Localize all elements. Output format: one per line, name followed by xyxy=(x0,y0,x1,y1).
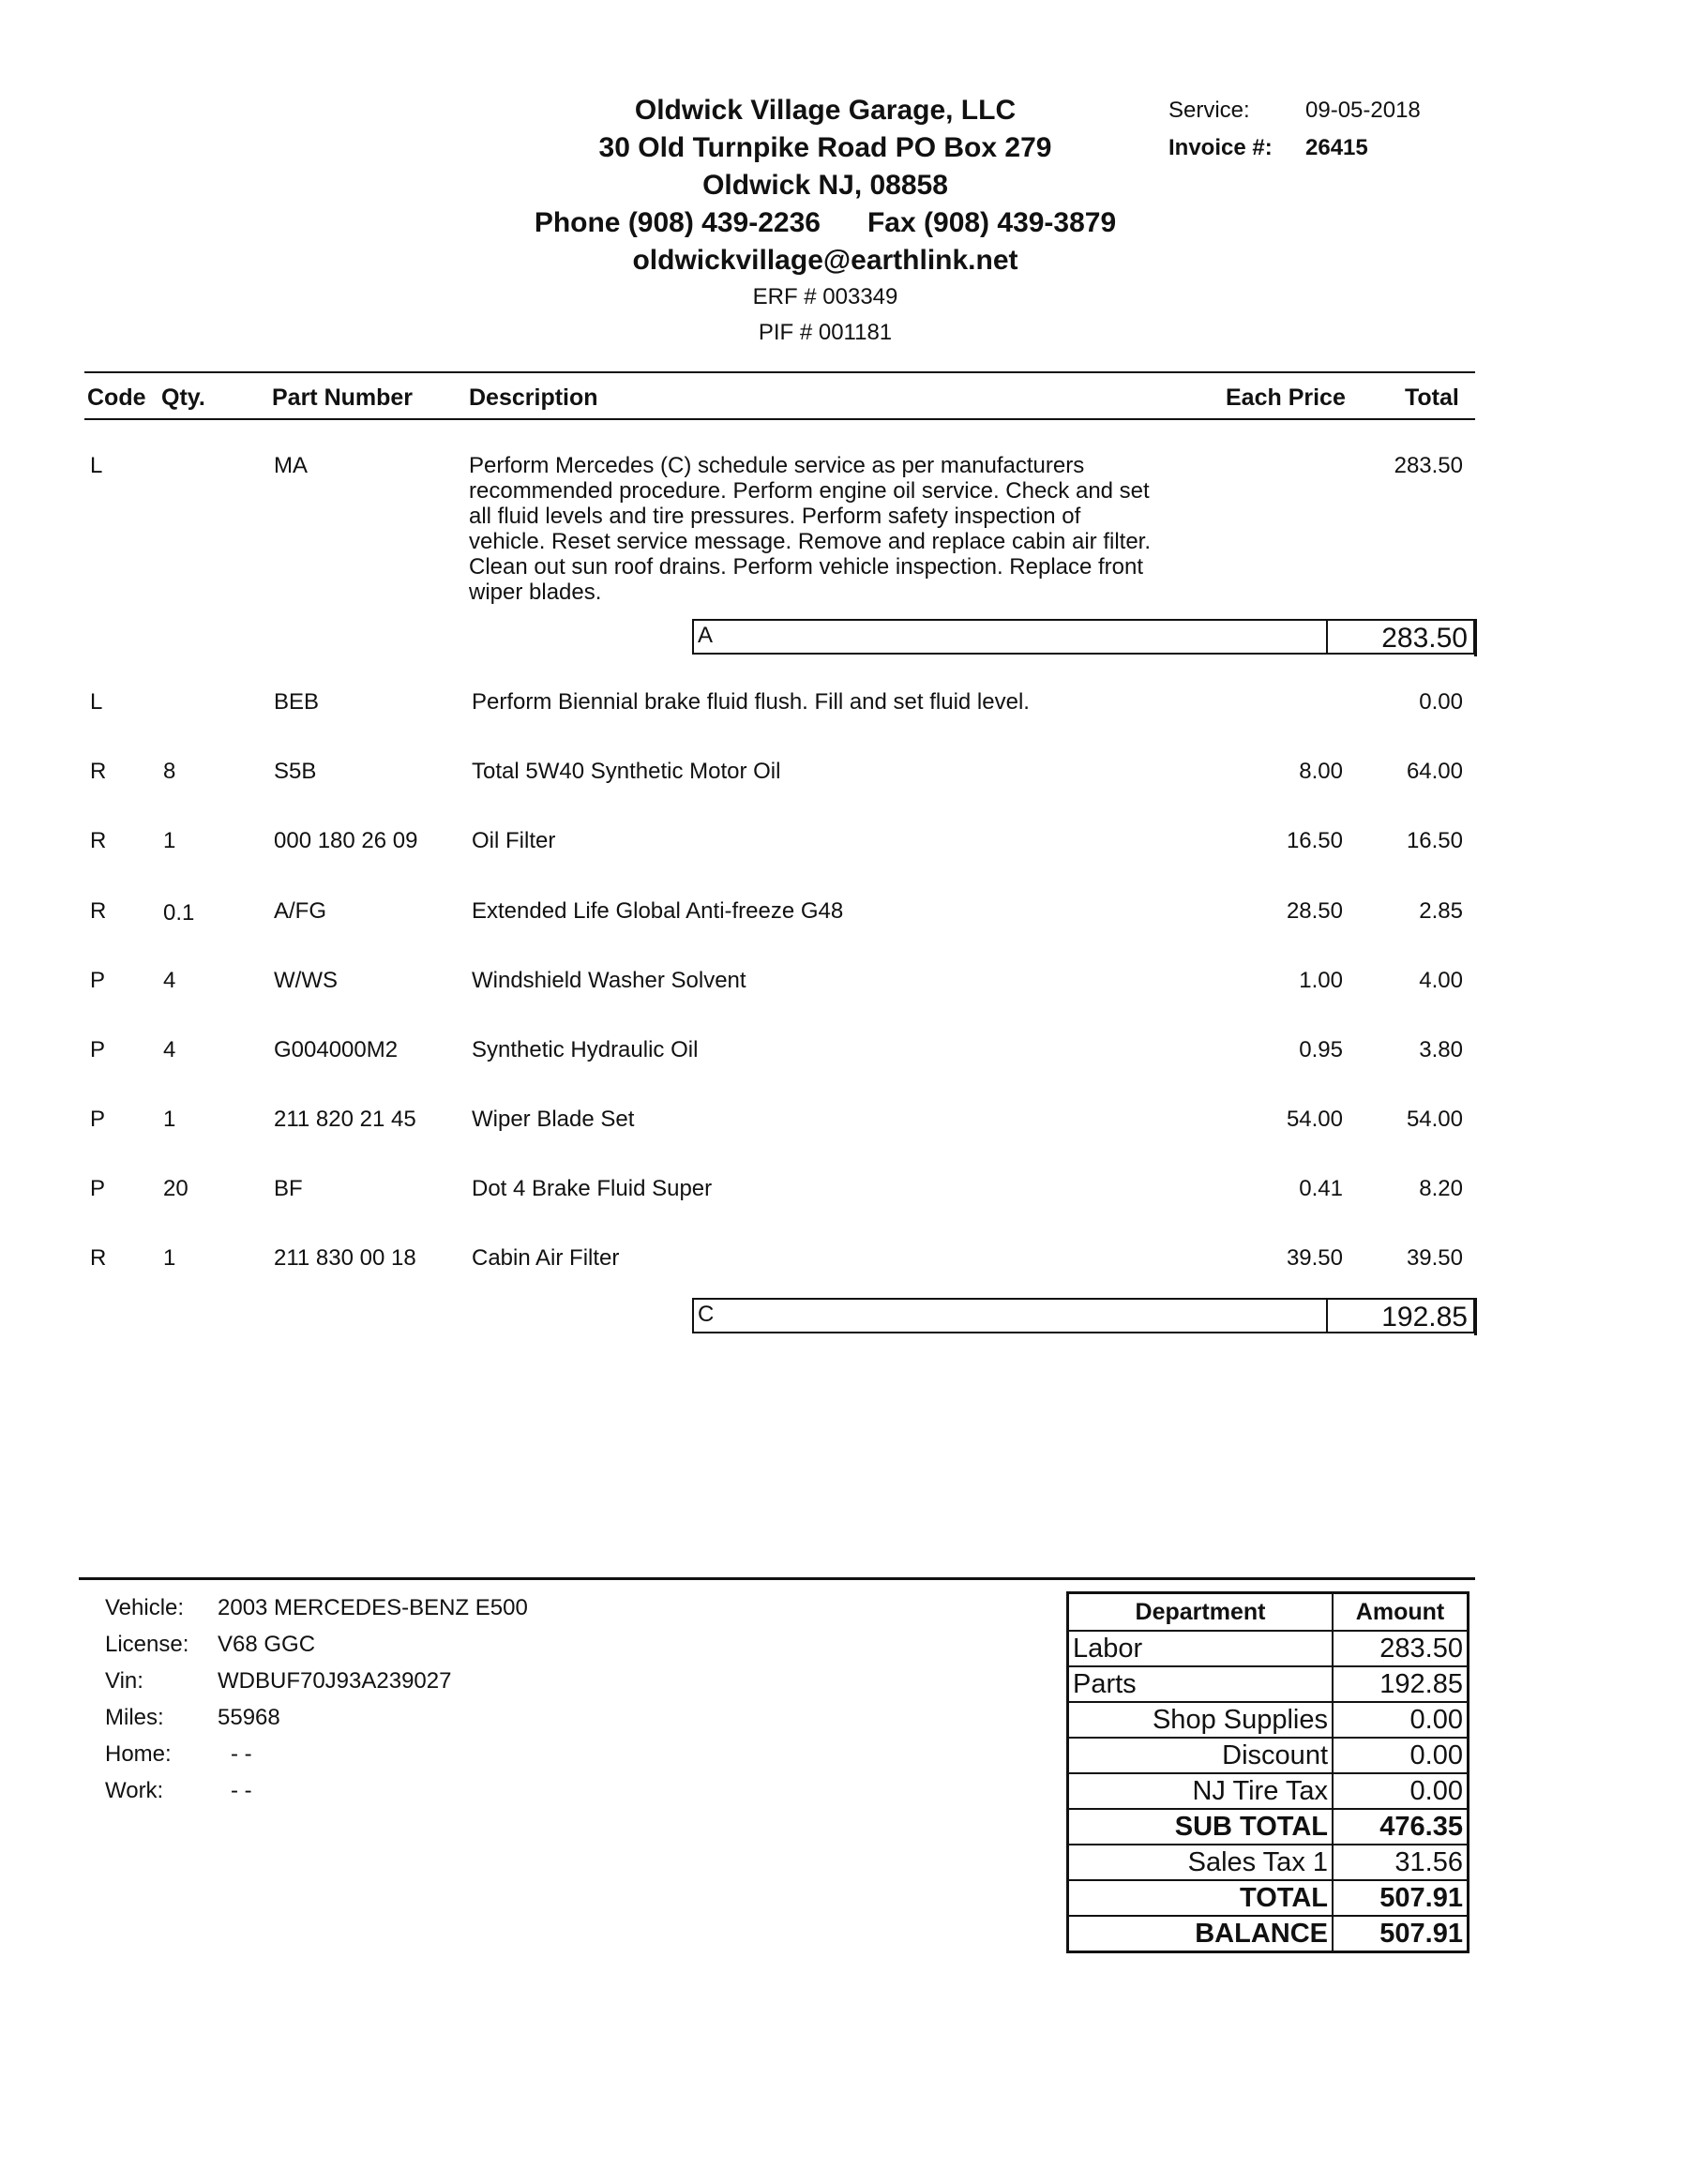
company-email: oldwickvillage@earthlink.net xyxy=(632,245,1018,276)
col-part-number: Part Number xyxy=(272,384,414,411)
item-code: P xyxy=(90,1176,106,1201)
summary-dept: TOTAL xyxy=(1068,1880,1334,1916)
item-code: R xyxy=(90,1245,107,1271)
item-each-price: 1.00 xyxy=(1299,968,1343,993)
summary-dept: NJ Tire Tax xyxy=(1068,1773,1334,1809)
item-description: Perform Biennial brake fluid flush. Fill and set fluid level. xyxy=(472,689,1030,715)
item-description: Extended Life Global Anti-freeze G48 xyxy=(472,898,844,924)
item-code: L xyxy=(90,453,103,478)
item-part-number: G004000M2 xyxy=(274,1037,399,1062)
invoice-label: Invoice #: xyxy=(1168,135,1273,160)
item-qty: 4 xyxy=(163,1037,176,1062)
item-total: 54.00 xyxy=(1406,1107,1463,1132)
item-description: Cabin Air Filter xyxy=(472,1245,620,1271)
item-code: P xyxy=(90,1107,106,1132)
item-total: 16.50 xyxy=(1406,828,1463,853)
work-value: - - xyxy=(231,1778,252,1803)
company-name: Oldwick Village Garage, LLC xyxy=(634,95,1017,126)
col-total: Total xyxy=(1405,384,1459,411)
item-description xyxy=(469,453,1219,605)
item-description: Wiper Blade Set xyxy=(472,1107,635,1132)
item-description: Windshield Washer Solvent xyxy=(472,968,746,993)
summary-dept: SUB TOTAL xyxy=(1068,1809,1334,1845)
summary-amount: 192.85 xyxy=(1333,1666,1469,1702)
item-each-price: 54.00 xyxy=(1286,1107,1343,1132)
item-total: 39.50 xyxy=(1406,1245,1463,1271)
item-qty: 0.1 xyxy=(163,900,195,926)
header-top-rule xyxy=(84,371,1475,373)
home-label: Home: xyxy=(105,1741,172,1767)
col-each-price: Each Price xyxy=(1226,384,1346,411)
item-part-number: A/FG xyxy=(274,898,327,924)
summary-header-amount: Amount xyxy=(1333,1593,1469,1632)
footer-rule xyxy=(79,1577,1475,1580)
item-part-number: W/WS xyxy=(274,968,338,993)
col-qty: Qty. xyxy=(161,384,205,411)
summary-row-parts xyxy=(1068,1666,1469,1702)
vehicle-value: 2003 MERCEDES-BENZ E500 xyxy=(218,1595,528,1620)
subtotal-edge xyxy=(1474,619,1477,656)
desc-line: vehicle. Reset service message. Remove and replace cabin air filter. xyxy=(469,529,1152,554)
summary-dept: Discount xyxy=(1068,1738,1334,1773)
desc-line: Perform Mercedes (C) schedule service as per manufacturers xyxy=(469,453,1085,478)
subtotal-code: A xyxy=(698,623,714,648)
subtotal-c-box xyxy=(692,1298,1475,1333)
desc-line: wiper blades. xyxy=(469,580,602,605)
summary-table xyxy=(1066,1591,1469,1953)
invoice-number: 26415 xyxy=(1305,135,1368,160)
item-code: R xyxy=(90,828,107,853)
company-contact xyxy=(525,204,1125,242)
desc-line: recommended procedure. Perform engine oil service. Check and set xyxy=(469,478,1150,504)
summary-amount: 476.35 xyxy=(1333,1809,1469,1845)
summary-amount: 0.00 xyxy=(1333,1702,1469,1738)
item-total: 8.20 xyxy=(1419,1176,1463,1201)
item-each-price: 28.50 xyxy=(1286,898,1343,924)
item-total: 3.80 xyxy=(1419,1037,1463,1062)
company-address: 30 Old Turnpike Road PO Box 279 xyxy=(598,132,1052,163)
item-code: R xyxy=(90,759,107,784)
vin-label: Vin: xyxy=(105,1668,143,1694)
summary-amount: 0.00 xyxy=(1333,1738,1469,1773)
item-description: Synthetic Hydraulic Oil xyxy=(472,1037,699,1062)
item-code: R xyxy=(90,898,107,924)
company-city: Oldwick NJ, 08858 xyxy=(702,170,948,201)
license-label: License: xyxy=(105,1632,189,1657)
subtotal-a-box xyxy=(692,619,1475,655)
summary-amount: 507.91 xyxy=(1333,1916,1469,1952)
item-qty: 1 xyxy=(163,828,176,853)
item-each-price: 16.50 xyxy=(1286,828,1343,853)
item-code: P xyxy=(90,968,106,993)
summary-amount: 31.56 xyxy=(1333,1845,1469,1880)
item-part-number: BEB xyxy=(274,689,320,715)
summary-row-balance xyxy=(1068,1916,1469,1952)
work-label: Work: xyxy=(105,1778,164,1803)
summary-row-subtotal xyxy=(1068,1809,1469,1845)
service-label: Service: xyxy=(1168,98,1250,123)
col-description: Description xyxy=(469,384,598,411)
col-code: Code xyxy=(87,384,146,411)
item-total: 64.00 xyxy=(1406,759,1463,784)
service-date: 09-05-2018 xyxy=(1305,98,1421,123)
desc-line: Clean out sun roof drains. Perform vehicle inspection. Replace front xyxy=(469,554,1144,580)
item-part-number: S5B xyxy=(274,759,317,784)
item-each-price: 0.95 xyxy=(1299,1037,1343,1062)
item-each-price: 0.41 xyxy=(1299,1176,1343,1201)
miles-value: 55968 xyxy=(218,1705,280,1730)
summary-row-sales-tax xyxy=(1068,1845,1469,1880)
item-description: Oil Filter xyxy=(472,828,556,853)
item-part-number: BF xyxy=(274,1176,303,1201)
item-total: 0.00 xyxy=(1419,689,1463,715)
desc-line: all fluid levels and tire pressures. Perform safety inspection of xyxy=(469,504,1081,529)
item-qty: 8 xyxy=(163,759,176,784)
item-each-price: 8.00 xyxy=(1299,759,1343,784)
pif-number: PIF # 001181 xyxy=(758,320,893,345)
item-description: Total 5W40 Synthetic Motor Oil xyxy=(472,759,781,784)
item-qty: 1 xyxy=(163,1107,176,1132)
summary-dept: Labor xyxy=(1068,1631,1334,1666)
erf-number: ERF # 003349 xyxy=(752,284,898,309)
license-value: V68 GGC xyxy=(218,1632,316,1657)
summary-row-labor xyxy=(1068,1631,1469,1666)
item-total: 283.50 xyxy=(1394,453,1463,478)
company-phone: Phone (908) 439-2236 xyxy=(534,207,821,238)
summary-header-row xyxy=(1068,1593,1469,1632)
item-each-price: 39.50 xyxy=(1286,1245,1343,1271)
summary-row-shop-supplies xyxy=(1068,1702,1469,1738)
subtotal-edge xyxy=(1474,1298,1477,1335)
summary-dept: Sales Tax 1 xyxy=(1068,1845,1334,1880)
item-code: P xyxy=(90,1037,106,1062)
miles-label: Miles: xyxy=(105,1705,164,1730)
vin-value: WDBUF70J93A239027 xyxy=(218,1668,452,1694)
subtotal-amount: 192.85 xyxy=(1381,1302,1468,1333)
summary-dept: BALANCE xyxy=(1068,1916,1334,1952)
summary-row-discount xyxy=(1068,1738,1469,1773)
summary-header-department: Department xyxy=(1068,1593,1334,1632)
item-part-number: MA xyxy=(274,453,308,478)
item-code: L xyxy=(90,689,103,715)
company-fax: Fax (908) 439-3879 xyxy=(867,207,1117,238)
item-total: 2.85 xyxy=(1419,898,1463,924)
summary-amount: 507.91 xyxy=(1333,1880,1469,1916)
item-qty: 4 xyxy=(163,968,176,993)
home-value: - - xyxy=(231,1741,252,1767)
item-description: Dot 4 Brake Fluid Super xyxy=(472,1176,713,1201)
vehicle-label: Vehicle: xyxy=(105,1595,185,1620)
subtotal-amount: 283.50 xyxy=(1381,623,1468,654)
summary-amount: 283.50 xyxy=(1333,1631,1469,1666)
subtotal-divider xyxy=(1326,621,1328,653)
item-qty: 1 xyxy=(163,1245,176,1271)
subtotal-divider xyxy=(1326,1300,1328,1332)
summary-dept: Parts xyxy=(1068,1666,1334,1702)
subtotal-code: C xyxy=(698,1302,715,1327)
item-qty: 20 xyxy=(163,1176,188,1201)
item-part-number: 211 820 21 45 xyxy=(274,1107,416,1132)
header-bottom-rule xyxy=(84,418,1475,420)
item-part-number: 211 830 00 18 xyxy=(274,1245,416,1271)
item-part-number: 000 180 26 09 xyxy=(274,828,418,853)
summary-dept: Shop Supplies xyxy=(1068,1702,1334,1738)
item-total: 4.00 xyxy=(1419,968,1463,993)
summary-row-total xyxy=(1068,1880,1469,1916)
summary-amount: 0.00 xyxy=(1333,1773,1469,1809)
summary-row-tire-tax xyxy=(1068,1773,1469,1809)
